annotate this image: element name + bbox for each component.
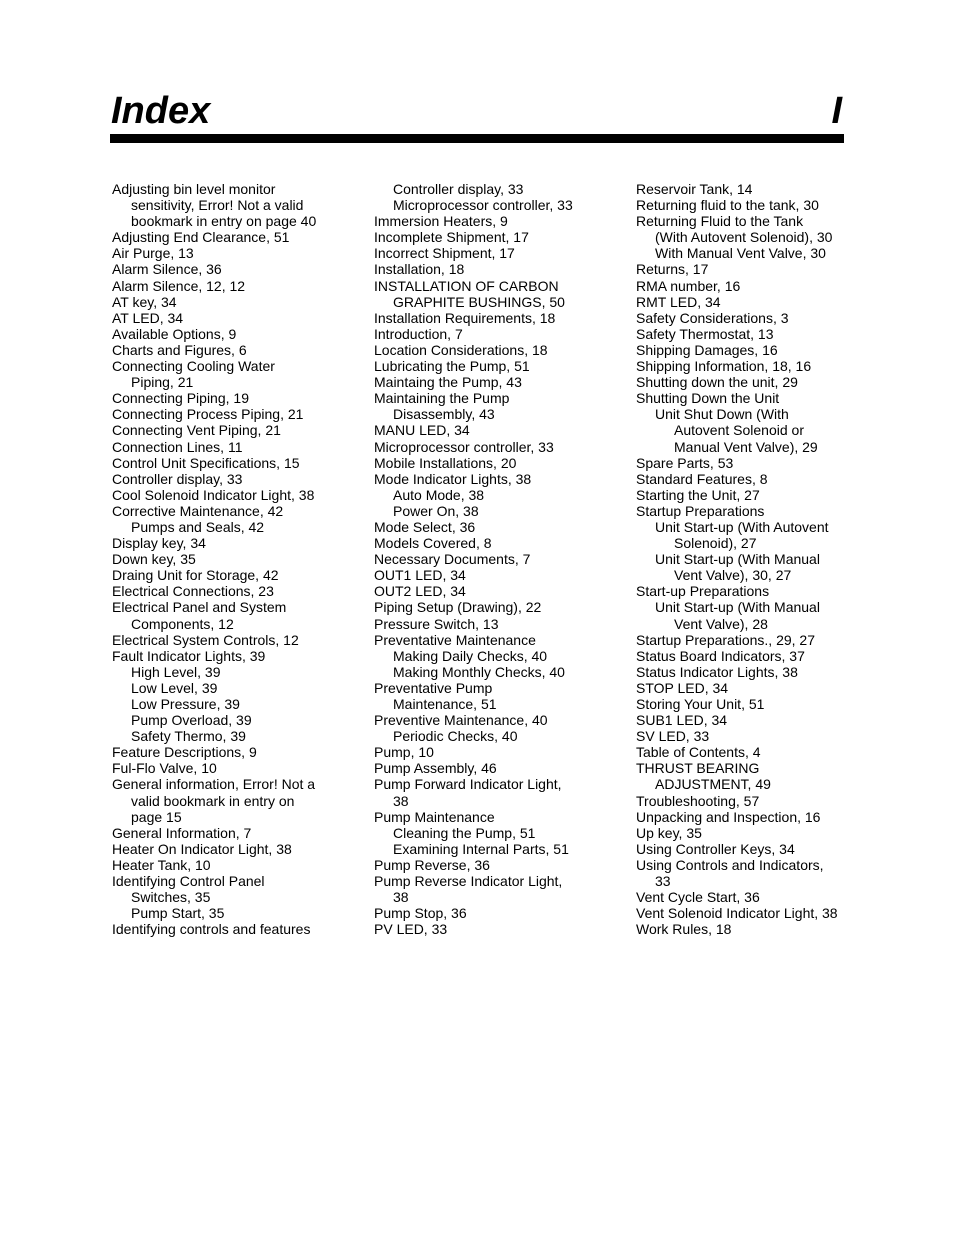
index-entry: Spare Parts, 53: [636, 454, 734, 471]
index-entry: Electrical Connections, 23: [112, 583, 274, 600]
index-entry: Pump, 10: [374, 744, 434, 761]
index-entry: Adjusting bin level monitor: [112, 181, 276, 197]
index-column-3: [636, 181, 850, 937]
index-entry: Returns, 17: [636, 261, 709, 278]
index-entry: GRAPHITE BUSHINGS, 50: [393, 293, 565, 310]
index-entry: Shipping Information, 18, 16: [636, 358, 812, 375]
index-entry: Shipping Damages, 16: [636, 341, 778, 358]
index-entry: Display key, 34: [112, 535, 206, 552]
index-entry: Piping, 21: [131, 374, 194, 391]
index-entry: Pumps and Seals, 42: [131, 518, 265, 535]
index-entry: Storing Your Unit, 51: [636, 696, 765, 712]
index-entry: Manual Vent Valve), 29: [674, 438, 818, 455]
index-entry: Power On, 38: [393, 502, 479, 519]
index-entry: Preventive Maintenance, 40: [374, 712, 548, 729]
index-entry: Models Covered, 8: [374, 535, 492, 552]
index-entry: Unit Start-up (With Autovent: [655, 518, 829, 535]
index-entry: Immersion Heaters, 9: [374, 213, 508, 230]
index-entry: Making Monthly Checks, 40: [393, 663, 565, 680]
index-entry: Identifying Control Panel: [112, 873, 265, 890]
index-entry: Feature Descriptions, 9: [112, 744, 257, 761]
header-rule: [110, 134, 844, 143]
index-entry: Incomplete Shipment, 17: [374, 229, 529, 246]
index-entry: ADJUSTMENT, 49: [655, 776, 771, 793]
index-entry: Unit Start-up (With Manual: [655, 551, 820, 568]
index-entry: Pump Start, 35: [131, 905, 225, 922]
index-entry: Alarm Silence, 12, 12: [112, 277, 246, 294]
index-entry: Pump Stop, 36: [374, 905, 467, 922]
index-entry: Pressure Switch, 13: [374, 615, 499, 632]
index-entry: Safety Thermo, 39: [131, 728, 246, 745]
index-entry: OUT2 LED, 34: [374, 583, 466, 600]
index-entry: Connecting Vent Piping, 21: [112, 422, 281, 439]
index-entry: Connecting Process Piping, 21: [112, 406, 304, 423]
index-entry: Pump Maintenance: [374, 808, 495, 825]
index-entry: Maintaining the Pump: [374, 390, 510, 407]
index-entry: Introduction, 7: [374, 325, 463, 342]
index-entry: page 15: [131, 808, 182, 825]
index-entry: Status Indicator Lights, 38: [636, 663, 798, 680]
index-entry: Heater Tank, 10: [112, 856, 211, 873]
index-entry: 38: [393, 792, 409, 809]
index-entry: Available Options, 9: [112, 325, 237, 342]
index-entry: Controller display, 33: [112, 470, 243, 487]
index-entry: Identifying controls and features: [112, 921, 311, 938]
index-entry: Pump Reverse, 36: [374, 856, 490, 873]
index-entry: Incorrect Shipment, 17: [374, 245, 515, 262]
index-entry: Cool Solenoid Indicator Light, 38: [112, 486, 315, 503]
index-entry: Vent Cycle Start, 36: [636, 889, 760, 906]
index-entry: Examining Internal Parts, 51: [393, 840, 569, 857]
index-entry: Unit Shut Down (With: [655, 406, 789, 423]
index-entry: Starting the Unit, 27: [636, 486, 760, 503]
index-entry: Installation, 18: [374, 261, 465, 278]
index-entry: Table of Contents, 4: [636, 744, 761, 761]
index-entry: Status Board Indicators, 37: [636, 647, 805, 664]
index-entry: Solenoid), 27: [674, 535, 757, 552]
index-entry: Heater On Indicator Light, 38: [112, 840, 292, 857]
index-entry: Microprocessor controller, 33: [393, 197, 573, 214]
index-entry: Unpacking and Inspection, 16: [636, 808, 821, 825]
index-entry: Autovent Solenoid or: [674, 422, 804, 439]
index-entry: Corrective Maintenance, 42: [112, 502, 284, 519]
section-letter: I: [831, 90, 842, 132]
index-entry: THRUST BEARING: [636, 760, 760, 777]
index-entry: Making Daily Checks, 40: [393, 647, 548, 664]
index-entry: Standard Features, 8: [636, 470, 768, 487]
index-entry: Low Pressure, 39: [131, 696, 240, 712]
index-entry: Connecting Piping, 19: [112, 390, 249, 407]
index-entry: SV LED, 33: [636, 728, 710, 745]
index-entry: Low Level, 39: [131, 679, 218, 696]
index-entry: (With Autovent Solenoid), 30: [655, 229, 833, 246]
index-entry: Startup Preparations: [636, 502, 765, 519]
page-header: [111, 88, 844, 134]
index-entry: General information, Error! Not a: [112, 776, 316, 793]
index-entry: General Information, 7: [112, 824, 252, 841]
index-entry: Startup Preparations., 29, 27: [636, 631, 815, 648]
index-entry: Maintenance, 51: [393, 696, 497, 712]
index-entry: Alarm Silence, 36: [112, 261, 222, 278]
index-entry: Switches, 35: [131, 889, 211, 906]
index-entry: Charts and Figures, 6: [112, 341, 247, 358]
index-entry: Controller display, 33: [393, 181, 524, 197]
index-entry: Shutting Down the Unit: [636, 390, 780, 407]
index-entry: Fault Indicator Lights, 39: [112, 647, 266, 664]
index-entry: Disassembly, 43: [393, 406, 495, 423]
index-entry: INSTALLATION OF CARBON: [374, 277, 559, 294]
index-entry: valid bookmark in entry on: [131, 792, 295, 809]
index-entry: Reservoir Tank, 14: [636, 181, 753, 197]
index-entry: Connection Lines, 11: [112, 438, 243, 455]
index-entry: Pump Forward Indicator Light,: [374, 776, 562, 793]
index-entry: 33: [655, 873, 671, 890]
index-entry: Safety Considerations, 3: [636, 309, 789, 326]
index-entry: STOP LED, 34: [636, 679, 729, 696]
index-entry: Start-up Preparations: [636, 583, 770, 600]
index-entry: Electrical System Controls, 12: [112, 631, 299, 648]
index-entry: Necessary Documents, 7: [374, 551, 531, 568]
index-entry: Work Rules, 18: [636, 921, 732, 938]
index-entry: Microprocessor controller, 33: [374, 438, 554, 455]
index-entry: With Manual Vent Valve, 30: [655, 245, 826, 262]
index-column-1: [112, 181, 358, 937]
index-entry: Down key, 35: [112, 551, 196, 568]
index-entry: Returning fluid to the tank, 30: [636, 197, 819, 214]
index-entry: Control Unit Specifications, 15: [112, 454, 300, 471]
index-entry: Ful-Flo Valve, 10: [112, 760, 217, 777]
index-entry: Piping Setup (Drawing), 22: [374, 599, 542, 616]
index-entry: 38: [393, 889, 409, 906]
index-entry: Draing Unit for Storage, 42: [112, 567, 279, 584]
index-entry: Electrical Panel and System: [112, 599, 287, 616]
index-entry: SUB1 LED, 34: [636, 712, 728, 729]
index-entry: RMA number, 16: [636, 277, 741, 294]
index-entry: Troubleshooting, 57: [636, 792, 760, 809]
index-entry: Using Controls and Indicators,: [636, 856, 824, 873]
index-entry: Connecting Cooling Water: [112, 358, 275, 375]
index-entry: Shutting down the unit, 29: [636, 374, 798, 391]
index-entry: Components, 12: [131, 615, 234, 632]
index-entry: Maintaing the Pump, 43: [374, 374, 522, 391]
index-entry: Preventative Maintenance: [374, 631, 536, 648]
index-entry: Adjusting End Clearance, 51: [112, 229, 290, 246]
index-entry: AT LED, 34: [112, 309, 184, 326]
index-entry: High Level, 39: [131, 663, 221, 680]
index-entry: Vent Valve), 28: [674, 615, 768, 632]
index-entry: MANU LED, 34: [374, 422, 470, 439]
index-entry: Periodic Checks, 40: [393, 728, 518, 745]
index-entry: Unit Start-up (With Manual: [655, 599, 820, 616]
index-entry: OUT1 LED, 34: [374, 567, 466, 584]
index-entry: Safety Thermostat, 13: [636, 325, 774, 342]
index-entry: RMT LED, 34: [636, 293, 721, 310]
index-entry: Pump Reverse Indicator Light,: [374, 873, 563, 890]
index-entry: sensitivity, Error! Not a valid: [131, 197, 304, 214]
index-entry: bookmark in entry on page 40: [131, 213, 317, 230]
page-title: Index: [111, 90, 211, 132]
index-entry: AT key, 34: [112, 293, 177, 310]
index-entry: Auto Mode, 38: [393, 486, 485, 503]
index-entry: Lubricating the Pump, 51: [374, 358, 530, 375]
index-entry: Mode Indicator Lights, 38: [374, 470, 532, 487]
index-entry: Installation Requirements, 18: [374, 309, 556, 326]
index-entry: PV LED, 33: [374, 921, 448, 938]
index-column-2: [374, 181, 622, 937]
index-entry: Mode Select, 36: [374, 518, 476, 535]
index-entry: Vent Valve), 30, 27: [674, 567, 792, 584]
index-entry: Mobile Installations, 20: [374, 454, 517, 471]
index-entry: Pump Assembly, 46: [374, 760, 497, 777]
index-entry: Cleaning the Pump, 51: [393, 824, 536, 841]
index-entry: Vent Solenoid Indicator Light, 38: [636, 905, 838, 922]
index-entry: Pump Overload, 39: [131, 712, 252, 729]
index-entry: Up key, 35: [636, 824, 702, 841]
index-entry: Preventative Pump: [374, 679, 493, 696]
index-entry: Using Controller Keys, 34: [636, 840, 795, 857]
index-entry: Location Considerations, 18: [374, 341, 548, 358]
index-entry: Air Purge, 13: [112, 245, 194, 262]
index-entry: Returning Fluid to the Tank: [636, 213, 804, 230]
